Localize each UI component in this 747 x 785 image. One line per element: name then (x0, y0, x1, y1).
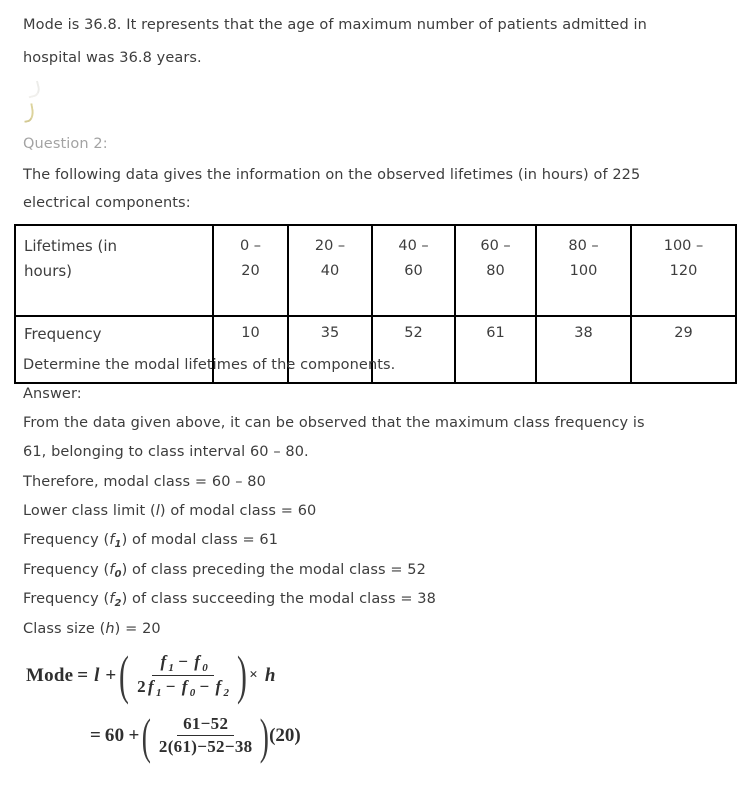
den-two: 2 (137, 677, 146, 696)
formula-h-variable: h (264, 664, 276, 686)
table-cell-frequency-3: 52 (372, 316, 455, 383)
scan-artifact-icon (22, 103, 36, 123)
question-label: Question 2: (23, 136, 108, 152)
intro-line-1: Mode is 36.8. It represents that the age of maximum number of patients admitted in (23, 17, 647, 33)
answer-frequency-f1 (23, 531, 278, 554)
instruction-line: Determine the modal lifetimes of the components. (23, 357, 396, 373)
interval-4-to: 80 (486, 263, 505, 279)
interval-3-from: 40 – (398, 238, 429, 254)
f0-suffix: ) of class preceding the modal class = 52 (121, 562, 426, 578)
table-cell-interval-4 (455, 225, 536, 316)
formula-numerator (152, 652, 214, 676)
table-cell-interval-5 (536, 225, 631, 316)
f1-subscript: 1 (114, 539, 122, 550)
num-f1-sub: 1 (168, 662, 175, 674)
formula2-numerator: 61−52 (177, 714, 234, 736)
table-cell-interval-1 (213, 225, 288, 316)
formula-plus: + (105, 664, 117, 686)
den-f2: f (215, 677, 222, 696)
interval-1-from: 0 – (239, 238, 262, 254)
interval-2-to: 40 (320, 263, 340, 279)
interval-4-from: 60 – (480, 238, 511, 254)
lower-limit-suffix: ) of modal class = 60 (159, 503, 317, 519)
question-prompt-line-2: electrical components: (23, 195, 191, 211)
formula2-equals: = (90, 724, 101, 746)
table-cell-interval-6 (631, 225, 736, 316)
f2-prefix: Frequency ( (23, 591, 110, 607)
formula2-plus: + (128, 724, 140, 746)
answer-heading: Answer: (23, 386, 82, 402)
interval-6-to: 120 (669, 263, 698, 279)
answer-observation-line-1: From the data given above, it can be observed that the maximum class frequency is (23, 415, 645, 431)
den-f1-sub: 1 (155, 687, 162, 699)
table-cell-frequency-6: 29 (631, 316, 736, 383)
interval-3-to: 60 (404, 263, 423, 279)
interval-6-from: 100 – (663, 238, 704, 254)
table-header-lifetimes-line1: Lifetimes (in (24, 237, 118, 255)
f0-variable: f (109, 562, 115, 578)
table-row (15, 225, 736, 316)
formula2-denominator: 2(61)−52−38 (158, 737, 253, 756)
answer-class-size (23, 620, 161, 639)
den-minus-1: − (165, 677, 176, 696)
formula-equals: = (77, 664, 89, 686)
lower-limit-variable: l (155, 503, 160, 519)
mode-formula-numeric (86, 707, 301, 764)
mode-formula-symbolic (26, 645, 277, 706)
f1-variable: f (109, 532, 115, 548)
open-paren-icon: ( (142, 707, 152, 764)
formula2-fraction (153, 714, 259, 757)
formula-times-symbol: × (249, 667, 258, 683)
formula2-lower-limit-value: 60 (104, 724, 125, 746)
f0-subscript: 0 (114, 569, 122, 580)
answer-modal-class: Therefore, modal class = 60 – 80 (23, 474, 266, 490)
f1-suffix: ) of modal class = 61 (121, 532, 279, 548)
open-paren-icon: ( (119, 645, 130, 706)
table-cell-frequency-2: 35 (288, 316, 372, 383)
den-f0-sub: 0 (189, 687, 196, 699)
table-header-lifetimes (15, 225, 213, 316)
formula2-multiplier: (20) (269, 724, 301, 746)
close-paren-icon: ) (260, 707, 270, 764)
scan-artifact-icon (25, 81, 41, 99)
table-cell-interval-2 (288, 225, 372, 316)
class-size-prefix: Class size ( (23, 621, 106, 637)
answer-lower-class-limit (23, 502, 316, 521)
f2-variable: f (109, 591, 115, 607)
close-paren-icon: ) (237, 645, 248, 706)
class-size-variable: h (105, 621, 115, 637)
answer-frequency-f0 (23, 561, 426, 584)
table-header-frequency: Frequency (15, 316, 213, 383)
interval-5-to: 100 (569, 263, 598, 279)
num-f1: f (160, 652, 167, 671)
den-f0: f (181, 677, 188, 696)
question-prompt-line-1: The following data gives the information on the observed lifetimes (in hours) of 225 (23, 167, 641, 183)
formula-fraction-symbolic (131, 652, 235, 699)
answer-observation-line-2: 61, belonging to class interval 60 – 80. (23, 444, 309, 460)
formula-l-variable: l (94, 664, 100, 686)
intro-line-2: hospital was 36.8 years. (23, 50, 202, 66)
table-header-lifetimes-line2: hours) (24, 262, 73, 280)
den-f2-sub: 2 (223, 687, 230, 699)
interval-2-from: 20 – (314, 238, 346, 254)
f2-subscript: 2 (114, 598, 122, 609)
answer-frequency-f2 (23, 590, 436, 613)
interval-5-from: 80 – (568, 238, 599, 254)
table-cell-frequency-1: 10 (213, 316, 288, 383)
class-size-suffix: ) = 20 (114, 621, 161, 637)
f2-suffix: ) of class succeeding the modal class = 38 (121, 591, 436, 607)
f0-prefix: Frequency ( (23, 562, 110, 578)
f1-prefix: Frequency ( (23, 532, 110, 548)
formula-denominator (131, 676, 235, 699)
den-minus-2: − (199, 677, 210, 696)
table-cell-interval-3 (372, 225, 455, 316)
interval-1-to: 20 (241, 263, 260, 279)
den-f1: f (147, 677, 154, 696)
table-cell-frequency-4: 61 (455, 316, 536, 383)
num-f0-sub: 0 (202, 662, 209, 674)
lower-limit-prefix: Lower class limit ( (23, 503, 156, 519)
formula-mode-word: Mode (26, 664, 74, 686)
table-cell-frequency-5: 38 (536, 316, 631, 383)
num-f0: f (194, 652, 201, 671)
num-minus: − (178, 652, 189, 671)
